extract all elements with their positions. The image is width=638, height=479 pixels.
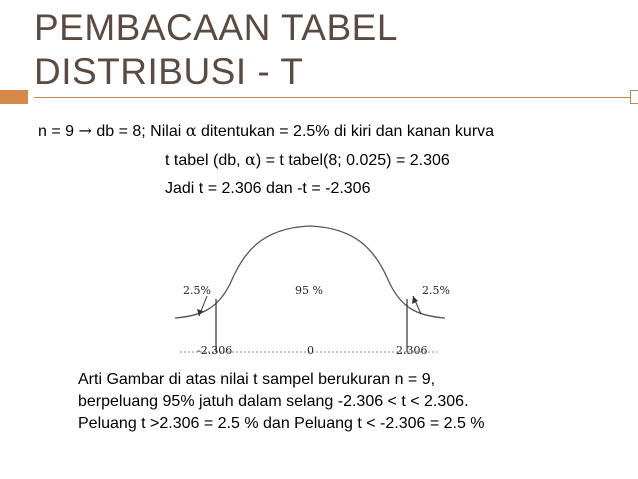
given-db-text: db = 8; Nilai [91, 123, 186, 140]
interpretation-line-2: berpeluang 95% jatuh dalam selang -2.306 < t < 2.306. [78, 393, 469, 410]
given-values-line [38, 121, 494, 141]
interpretation-line-3: Peluang t >2.306 = 2.5 % dan Peluang t < -2.306 = 2.5 % [78, 415, 485, 432]
left-tail-label: 2.5% [183, 284, 211, 297]
right-tail-label: 2.5% [422, 284, 450, 297]
title-rule-accent [0, 90, 28, 104]
title-rule [34, 97, 638, 98]
slide-title-line-1: PEMBACAAN TABEL [34, 7, 398, 48]
t-table-line [165, 150, 450, 170]
interpretation-line-1: Arti Gambar di atas nilai t sampel berukuran n = 9, [78, 371, 436, 388]
title-rule-end-cap [630, 90, 638, 104]
t-table-prefix: t tabel (db, [165, 152, 246, 169]
x-tick-center: 0 [307, 344, 314, 357]
alpha-symbol: α [185, 121, 197, 140]
right-arrow-icon: → [78, 121, 92, 140]
alpha-symbol: α [245, 150, 256, 169]
conclusion-line: Jadi t = 2.306 dan -t = -2.306 [165, 180, 371, 197]
given-n-text: n = 9 [38, 123, 79, 140]
x-tick-left: -2.306 [197, 344, 233, 357]
center-area-label: 95 % [295, 284, 323, 297]
x-tick-right: 2.306 [396, 344, 428, 357]
t-distribution-figure [175, 214, 450, 364]
slide-title [34, 6, 398, 94]
interpretation-block [78, 369, 485, 435]
t-table-result: ) = t tabel(8; 0.025) = 2.306 [255, 152, 450, 169]
given-alpha-text: ditentukan = 2.5% di kiri dan kanan kurva [196, 123, 495, 140]
right-tail-arrowhead [412, 296, 418, 304]
slide-title-line-2: DISTRIBUSI - T [34, 51, 304, 92]
